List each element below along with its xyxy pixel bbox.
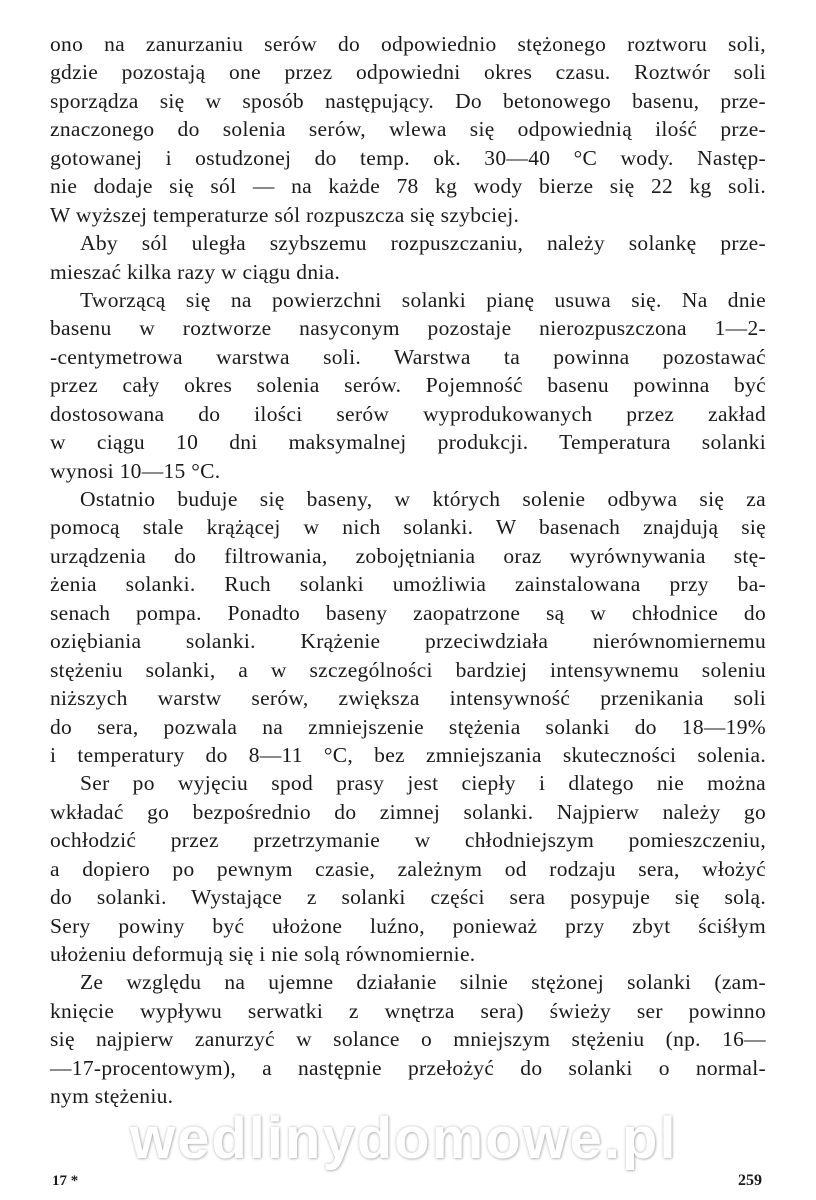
text-line: a dopiero po pewnym czasie, zależnym od rodzaju sera, włożyć xyxy=(50,856,766,881)
text-line: dostosowana do ilości serów wyprodukowanych przez zakład xyxy=(50,401,766,426)
text-line: w ciągu 10 dni maksymalnej produkcji. Temperatura solanki xyxy=(50,430,766,455)
text-line: nym stężeniu. xyxy=(50,1084,174,1109)
paragraph xyxy=(50,968,766,1110)
text-line: oziębiania solanki. Krążenie przeciwdziała nierównomiernemu xyxy=(50,629,766,654)
paragraph xyxy=(50,769,766,968)
text-line: senach pompa. Ponadto baseny zaopatrzone są w chłodnice do xyxy=(50,600,766,625)
text-line: stężeniu solanki, a w szczególności bardziej intensywnemu soleniu xyxy=(50,657,766,682)
text-line: Ze względu na ujemne działanie silnie stężonej solanki (zam- xyxy=(80,970,766,995)
paragraph xyxy=(50,286,766,485)
paragraph xyxy=(50,229,766,286)
text-line: niższych warstw serów, zwiększa intensywność przenikania soli xyxy=(50,686,766,711)
text-line: —17-procentowym), a następnie przełożyć do solanki o normal- xyxy=(50,1055,766,1080)
text-line: sporządza się w sposób następujący. Do betonowego basenu, prze- xyxy=(50,88,766,113)
text-line: przez cały okres solenia serów. Pojemność basenu powinna być xyxy=(50,373,766,398)
watermark: wedlinydomowe.pl xyxy=(130,1106,678,1171)
text-line: żenia solanki. Ruch solanki umożliwia zainstalowana przy ba- xyxy=(50,572,766,597)
page-number: 259 xyxy=(738,1172,762,1189)
paragraph xyxy=(50,30,766,229)
text-line: Aby sól uległa szybszemu rozpuszczaniu, należy solankę prze- xyxy=(80,231,766,256)
text-line: i temperatury do 8—11 °C, bez zmniejszania skuteczności solenia. xyxy=(50,742,766,767)
text-line: gdzie pozostają one przez odpowiedni okres czasu. Roztwór soli xyxy=(50,60,766,85)
signature-mark: 17 * xyxy=(52,1173,79,1189)
text-line: ułożeniu deformują się i nie solą równomiernie. xyxy=(50,942,476,966)
body-text xyxy=(50,30,766,1111)
text-line: Sery powiny być ułożone luźno, ponieważ przy zbyt ściśłym xyxy=(50,913,766,938)
text-line: nie dodaje się sól — na każde 78 kg wody bierze się 22 kg soli. xyxy=(50,174,766,199)
text-line: znaczonego do solenia serów, wlewa się odpowiednią ilość prze- xyxy=(50,117,766,142)
text-line: ono na zanurzaniu serów do odpowiednio stężonego roztworu soli, xyxy=(50,32,766,56)
text-line: do sera, pozwala na zmniejszenie stężenia solanki do 18—19% xyxy=(50,714,766,739)
text-line: ochłodzić przez przetrzymanie w chłodniejszym pomieszczeniu, xyxy=(50,828,766,853)
text-line: się najpierw zanurzyć w solance o mniejszym stężeniu (np. 16— xyxy=(50,1027,766,1052)
text-line: mieszać kilka razy w ciągu dnia. xyxy=(50,259,341,284)
text-line: do solanki. Wystające z solanki części sera posypuje się solą. xyxy=(50,885,766,910)
text-line: pomocą stale krążącej w nich solanki. W basenach znajdują się xyxy=(50,515,766,540)
text-line: urządzenia do filtrowania, zobojętniania oraz wyrównywania stę- xyxy=(50,543,766,568)
text-line: wkładać go bezpośrednio do zimnej solanki. Najpierw należy go xyxy=(50,799,766,824)
text-line: Tworzącą się na powierzchni solanki pianę usuwa się. Na dnie xyxy=(80,287,766,312)
text-line: basenu w roztworze nasyconym pozostaje nierozpuszczona 1—2- xyxy=(50,316,766,341)
text-line: W wyższej temperaturze sól rozpuszcza się szybciej. xyxy=(50,202,520,227)
text-line: -centymetrowa warstwa soli. Warstwa ta powinna pozostawać xyxy=(50,344,766,369)
text-line: Ser po wyjęciu spod prasy jest ciepły i dlatego nie można xyxy=(80,771,766,796)
paragraph xyxy=(50,485,766,769)
text-line: Ostatnio buduje się baseny, w których solenie odbywa się za xyxy=(80,487,766,511)
text-line: gotowanej i ostudzonej do temp. ok. 30—40 °C wody. Następ- xyxy=(50,145,766,170)
text-line: wynosi 10—15 °C. xyxy=(50,458,221,483)
text-line: knięcie wypływu serwatki z wnętrza sera) świeży ser powinno xyxy=(50,998,766,1023)
